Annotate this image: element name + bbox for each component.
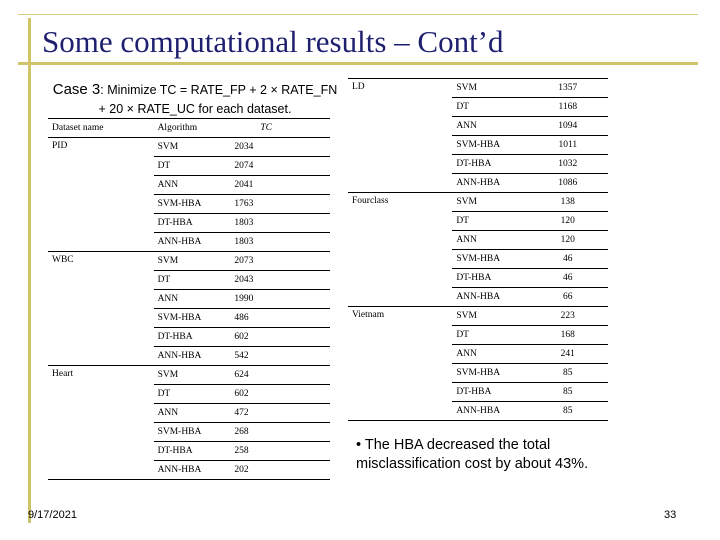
slide-title: Some computational results – Cont’d <box>42 24 504 59</box>
tc-value-cell: 1803 <box>230 214 330 233</box>
algorithm-cell: DT-HBA <box>452 269 527 288</box>
algorithm-cell: SVM-HBA <box>154 195 231 214</box>
tc-value-cell: 138 <box>528 193 608 212</box>
tc-value-cell: 486 <box>230 309 330 328</box>
table-row <box>348 79 608 98</box>
tc-value-cell: 1032 <box>528 155 608 174</box>
algorithm-cell: ANN-HBA <box>452 288 527 307</box>
algorithm-cell: ANN <box>154 290 231 309</box>
algorithm-cell: ANN <box>452 231 527 250</box>
tc-value-cell: 202 <box>230 461 330 480</box>
table-row <box>48 252 330 271</box>
top-rule <box>18 14 698 15</box>
algorithm-cell: SVM <box>154 138 231 157</box>
header-dataset-name: Dataset name <box>48 119 154 138</box>
tc-value-cell: 602 <box>230 385 330 404</box>
table-row <box>48 138 330 157</box>
left-table-body <box>48 138 330 480</box>
tc-value-cell: 1803 <box>230 233 330 252</box>
tc-value-cell: 120 <box>528 231 608 250</box>
algorithm-cell: DT-HBA <box>452 155 527 174</box>
table-row <box>348 193 608 212</box>
algorithm-cell: DT <box>452 212 527 231</box>
tc-value-cell: 1168 <box>528 98 608 117</box>
algorithm-cell: SVM-HBA <box>154 309 231 328</box>
tc-value-cell: 85 <box>528 364 608 383</box>
header-algorithm: Algorithm <box>154 119 231 138</box>
dataset-name-cell: LD <box>348 79 452 193</box>
algorithm-cell: SVM <box>452 307 527 326</box>
algorithm-cell: SVM <box>154 366 231 385</box>
tc-value-cell: 624 <box>230 366 330 385</box>
tc-value-cell: 602 <box>230 328 330 347</box>
results-table-right <box>348 78 608 421</box>
tc-value-cell: 1086 <box>528 174 608 193</box>
right-table-body <box>348 79 608 421</box>
dataset-name-cell: Heart <box>48 366 154 480</box>
dataset-name-cell: PID <box>48 138 154 252</box>
tc-value-cell: 1990 <box>230 290 330 309</box>
tc-value-cell: 1011 <box>528 136 608 155</box>
tc-value-cell: 241 <box>528 345 608 364</box>
tc-value-cell: 66 <box>528 288 608 307</box>
caption-text: : Minimize TC = RATE_FP + 2 × RATE_FN + 20 × RATE_UC for each dataset. <box>98 83 338 116</box>
tc-value-cell: 1094 <box>528 117 608 136</box>
dataset-name-cell: Fourclass <box>348 193 452 307</box>
algorithm-cell: DT <box>452 98 527 117</box>
tc-value-cell: 85 <box>528 402 608 421</box>
results-table-left <box>48 118 330 480</box>
tc-value-cell: 168 <box>528 326 608 345</box>
tc-value-cell: 542 <box>230 347 330 366</box>
tc-value-cell: 46 <box>528 250 608 269</box>
tc-value-cell: 2034 <box>230 138 330 157</box>
algorithm-cell: SVM-HBA <box>452 136 527 155</box>
page-number: 33 <box>664 509 677 521</box>
dataset-name-cell: Vietnam <box>348 307 452 421</box>
header-tc: TC <box>230 119 330 138</box>
algorithm-cell: ANN <box>452 117 527 136</box>
table-header-row <box>48 119 330 138</box>
tc-value-cell: 46 <box>528 269 608 288</box>
algorithm-cell: DT <box>452 326 527 345</box>
tc-value-cell: 2073 <box>230 252 330 271</box>
tc-value-cell: 1357 <box>528 79 608 98</box>
algorithm-cell: DT-HBA <box>154 328 231 347</box>
title-underline <box>18 62 698 65</box>
conclusion-note: • The HBA decreased the total misclassification cost by about 43%. <box>356 437 589 472</box>
algorithm-cell: ANN <box>452 345 527 364</box>
algorithm-cell: ANN-HBA <box>154 347 231 366</box>
tc-value-cell: 120 <box>528 212 608 231</box>
table-row <box>48 366 330 385</box>
table-row <box>348 307 608 326</box>
case-caption <box>50 80 340 119</box>
algorithm-cell: DT <box>154 157 231 176</box>
algorithm-cell: ANN-HBA <box>452 174 527 193</box>
algorithm-cell: DT-HBA <box>452 383 527 402</box>
tc-value-cell: 258 <box>230 442 330 461</box>
algorithm-cell: ANN-HBA <box>154 233 231 252</box>
algorithm-cell: ANN <box>154 404 231 423</box>
algorithm-cell: DT <box>154 271 231 290</box>
tc-value-cell: 1763 <box>230 195 330 214</box>
algorithm-cell: SVM-HBA <box>154 423 231 442</box>
slide-date: 9/17/2021 <box>28 509 77 521</box>
algorithm-cell: SVM <box>154 252 231 271</box>
tc-value-cell: 472 <box>230 404 330 423</box>
tc-value-cell: 223 <box>528 307 608 326</box>
left-rule <box>28 18 31 523</box>
caption-case-label: Case 3 <box>52 81 101 98</box>
algorithm-cell: ANN-HBA <box>154 461 231 480</box>
algorithm-cell: DT <box>154 385 231 404</box>
tc-value-cell: 85 <box>528 383 608 402</box>
tc-value-cell: 268 <box>230 423 330 442</box>
tc-value-cell: 2041 <box>230 176 330 195</box>
tc-value-cell: 2074 <box>230 157 330 176</box>
algorithm-cell: DT-HBA <box>154 442 231 461</box>
algorithm-cell: ANN <box>154 176 231 195</box>
algorithm-cell: SVM <box>452 79 527 98</box>
algorithm-cell: ANN-HBA <box>452 402 527 421</box>
algorithm-cell: SVM <box>452 193 527 212</box>
tc-value-cell: 2043 <box>230 271 330 290</box>
dataset-name-cell: WBC <box>48 252 154 366</box>
algorithm-cell: SVM-HBA <box>452 250 527 269</box>
algorithm-cell: SVM-HBA <box>452 364 527 383</box>
algorithm-cell: DT-HBA <box>154 214 231 233</box>
